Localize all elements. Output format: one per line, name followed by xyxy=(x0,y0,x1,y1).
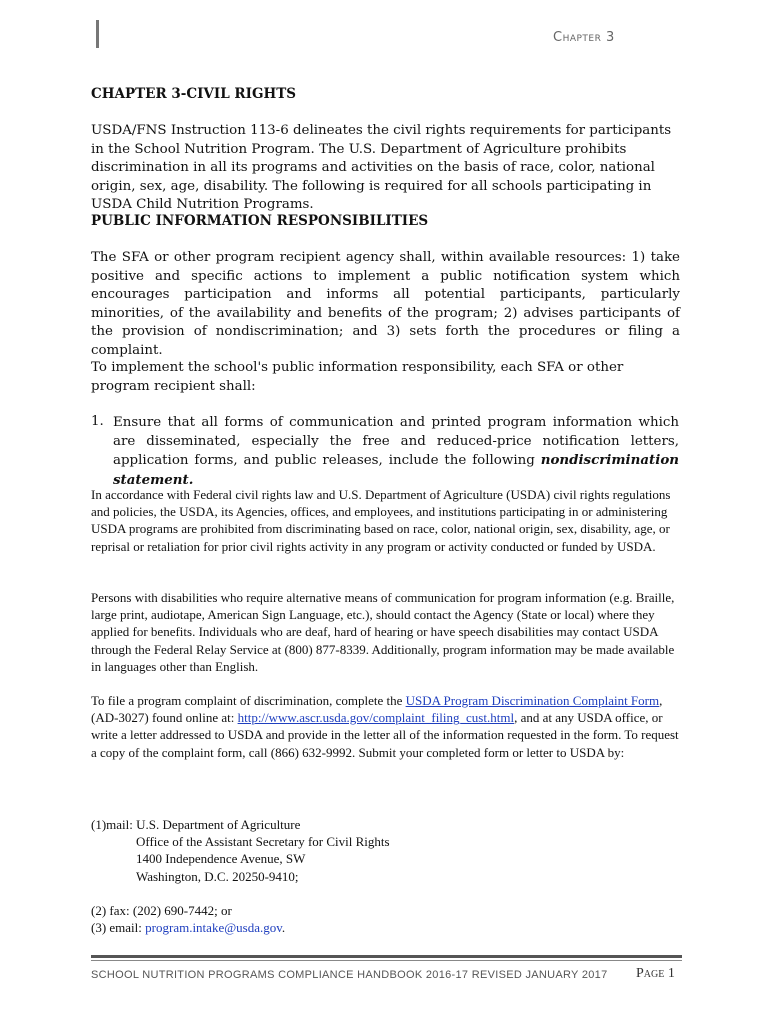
footer-handbook-title: SCHOOL NUTRITION PROGRAMS COMPLIANCE HANDBOOK 2016-17 REVISED JANUARY 2017 xyxy=(91,969,608,981)
complaint-paragraph xyxy=(91,692,681,761)
section-heading: PUBLIC INFORMATION RESPONSIBILITIES xyxy=(91,213,429,229)
fax-line: (2) fax: (202) 690-7442; or xyxy=(91,903,232,918)
email-suffix: . xyxy=(281,920,286,935)
email-address-link[interactable]: program.intake@usda.gov xyxy=(145,920,282,935)
mail-address xyxy=(91,816,681,885)
statement-paragraph-1: In accordance with Federal civil rights law and U.S. Department of Agriculture (USDA) civil rights regulations and policies, the USDA, its Agencies, offices, and employees, and institutions participating in or administering USDA programs are prohibited from discriminating based on race, color, national origin, sex, disability, age, or reprisal or retaliation for prior civil rights activity in any program or activity conducted or funded by USDA. xyxy=(91,487,671,554)
mail-line-1: (1)mail: U.S. Department of Agriculture xyxy=(91,817,301,832)
list-item-text: Ensure that all forms of communication and printed program information which are disseminated, especially the free and reduced-price notification letters, application forms, and public releases, include the following xyxy=(113,415,679,468)
nondiscrimination-emphasis: nondiscrimination statement. xyxy=(113,452,679,488)
page-title: CHAPTER 3-CIVIL RIGHTS xyxy=(91,86,297,102)
complaint-url-link[interactable]: http://www.ascr.usda.gov/complaint_filing_cust.html xyxy=(237,710,515,726)
mail-line-2: Office of the Assistant Secretary for Civil Rights xyxy=(136,834,390,850)
email-line xyxy=(91,919,681,936)
footer-rule-thick xyxy=(91,955,682,958)
complaint-instructions: , and at any USDA office, or write a letter addressed to USDA and provide in the letter all of the information requested in the form. To request a copy of the complaint form, call (866) 632-9992. Submit your completed form or letter to USDA by: xyxy=(91,710,679,760)
complaint-form-number: , (AD-3027) found online at: xyxy=(91,693,663,726)
mail-line-4: Washington, D.C. 20250-9410; xyxy=(136,868,299,884)
email-prefix: (3) email: xyxy=(91,920,146,935)
statement-paragraph-2: Persons with disabilities who require alternative means of communication for program information (e.g. Braille, large print, audiotape, American Sign Language, etc.), should contact the Agency (State or local) where they applied for benefits. Individuals who are deaf, hard of hearing or have speech disabilities may contact USDA through the Federal Relay Service at (800) 877-8339. Additionally, program information may be made available in languages other than English. xyxy=(91,590,675,674)
page-number: Page 1 xyxy=(636,966,675,981)
mail-line-3: 1400 Independence Avenue, SW xyxy=(136,851,306,867)
sfa-paragraph: The SFA or other program recipient agency shall, within available resources: 1) take positive and specific actions to implement a public notification system which encourages participation and informs all potential participants, particularly minorities, of the availability and benefits of the program; 2) advises participants of the provision of nondiscrimination; and 3) sets forth the procedures or filing a complaint. xyxy=(91,250,680,358)
complaint-intro: To file a program complaint of discrimination, complete the xyxy=(91,693,406,708)
list-item-1 xyxy=(113,414,679,490)
list-number: 1. xyxy=(91,414,104,429)
chapter-label: Chapter 3 xyxy=(553,30,615,45)
complaint-form-link[interactable]: USDA Program Discrimination Complaint Form xyxy=(405,693,660,708)
intro-paragraph: USDA/FNS Instruction 113-6 delineates the civil rights requirements for participants in the School Nutrition Program. The U.S. Department of Agriculture prohibits discrimination in all its programs and activities on the basis of race, color, national origin, sex, age, disability. The following is required for all schools participating in USDA Child Nutrition Programs. xyxy=(91,123,672,212)
footer-rule-thin xyxy=(91,960,682,961)
implement-paragraph: To implement the school's public information responsibility, each SFA or other program recipient shall: xyxy=(91,360,624,394)
header-rule xyxy=(96,20,99,48)
